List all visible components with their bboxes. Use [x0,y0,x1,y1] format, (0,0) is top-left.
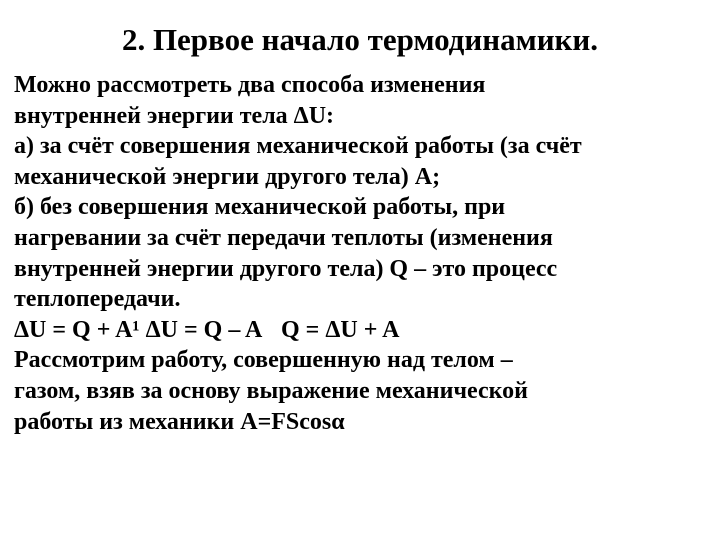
paragraph-line: механической энергии другого тела) А; [14,163,441,190]
paragraph-line: газом, взяв за основу выражение механической [14,377,528,404]
paragraph-line: внутренней энергии тела ΔU: [14,102,335,129]
paragraph-line: Можно рассмотреть два способа изменения [14,72,486,98]
slide-body [14,70,714,437]
paragraph-intro [14,70,714,131]
paragraph-closing [14,345,714,437]
paragraph-option-b [14,192,714,314]
formula-heat: Q = ΔU + A [281,316,400,343]
paragraph-line: Рассмотрим работу, совершенную над телом – [14,347,513,374]
paragraph-line: б) без совершения механической работы, при [14,194,506,221]
slide-title: 2. Первое начало термодинамики. [121,22,599,57]
paragraph-line: теплопередачи. [14,286,181,313]
paragraph-line: а) за счёт совершения механической работы (за счёт [14,133,582,160]
formula-first-law: ΔU = Q + A¹ [14,316,140,343]
paragraph-line: внутренней энергии другого тела) Q – это процесс [14,255,558,282]
paragraph-line: работы из механики A=FScosα [14,408,345,435]
paragraph-option-a [14,131,714,192]
formula-work-variant: ΔU = Q – A [145,316,262,343]
paragraph-line: нагревании за счёт передачи теплоты (изменения [14,224,553,251]
formula-line [14,315,714,346]
